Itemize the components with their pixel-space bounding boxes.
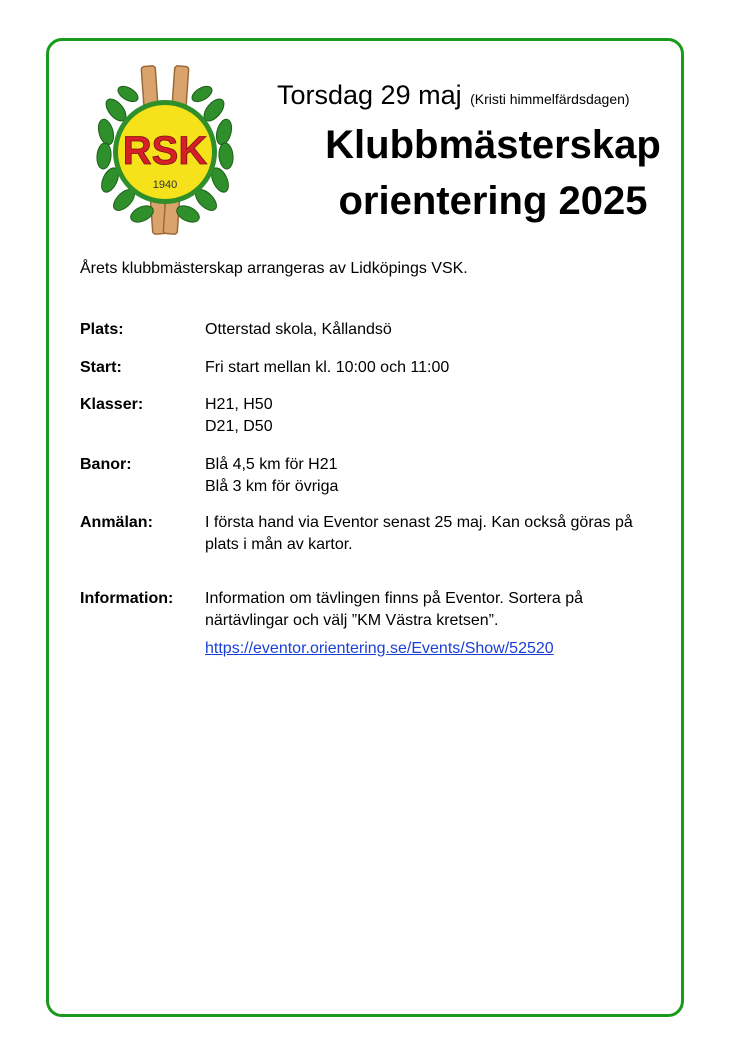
- page-title: [240, 117, 742, 229]
- event-date: [277, 80, 630, 111]
- detail-value-line: I första hand via Eventor senast 25 maj. Kan också göras på: [205, 514, 633, 531]
- detail-label: Banor:: [80, 456, 132, 473]
- title-line-1: Klubbmästerskap: [325, 123, 661, 167]
- detail-value: [205, 454, 650, 498]
- detail-value: [205, 512, 650, 556]
- detail-label: Anmälan:: [80, 514, 153, 531]
- detail-value-line: närtävlingar och välj ”KM Västra kretsen”.: [205, 612, 499, 629]
- detail-value-line: D21, D50: [205, 418, 273, 435]
- logo-letters: RSK: [122, 129, 208, 173]
- detail-value-line: Information om tävlingen finns på Eventor. Sortera på: [205, 590, 583, 607]
- detail-value: [205, 394, 650, 438]
- logo-year: 1940: [152, 179, 178, 191]
- detail-label: Plats:: [80, 321, 124, 338]
- detail-label: Klasser:: [80, 396, 144, 413]
- detail-value-line: plats i mån av kartor.: [205, 536, 353, 553]
- eventor-link[interactable]: https://eventor.orientering.se/Events/Show/52520: [205, 640, 554, 657]
- title-line-2: orientering 2025: [338, 179, 648, 223]
- detail-label: Information:: [80, 590, 174, 607]
- detail-value-line: Blå 4,5 km för H21: [205, 456, 338, 473]
- detail-value: Otterstad skola, Kållandsö: [205, 321, 392, 338]
- event-date-note: (Kristi himmelfärdsdagen): [470, 91, 630, 107]
- detail-value: [205, 588, 650, 632]
- detail-label: Start:: [80, 359, 122, 376]
- detail-value-line: Blå 3 km för övriga: [205, 478, 339, 495]
- detail-value: Fri start mellan kl. 10:00 och 11:00: [205, 359, 450, 376]
- detail-value-line: H21, H50: [205, 396, 273, 413]
- rsk-logo: [90, 60, 240, 240]
- intro-text: Årets klubbmästerskap arrangeras av Lidköpings VSK.: [80, 260, 468, 277]
- event-date-main: Torsdag 29 maj: [277, 80, 462, 110]
